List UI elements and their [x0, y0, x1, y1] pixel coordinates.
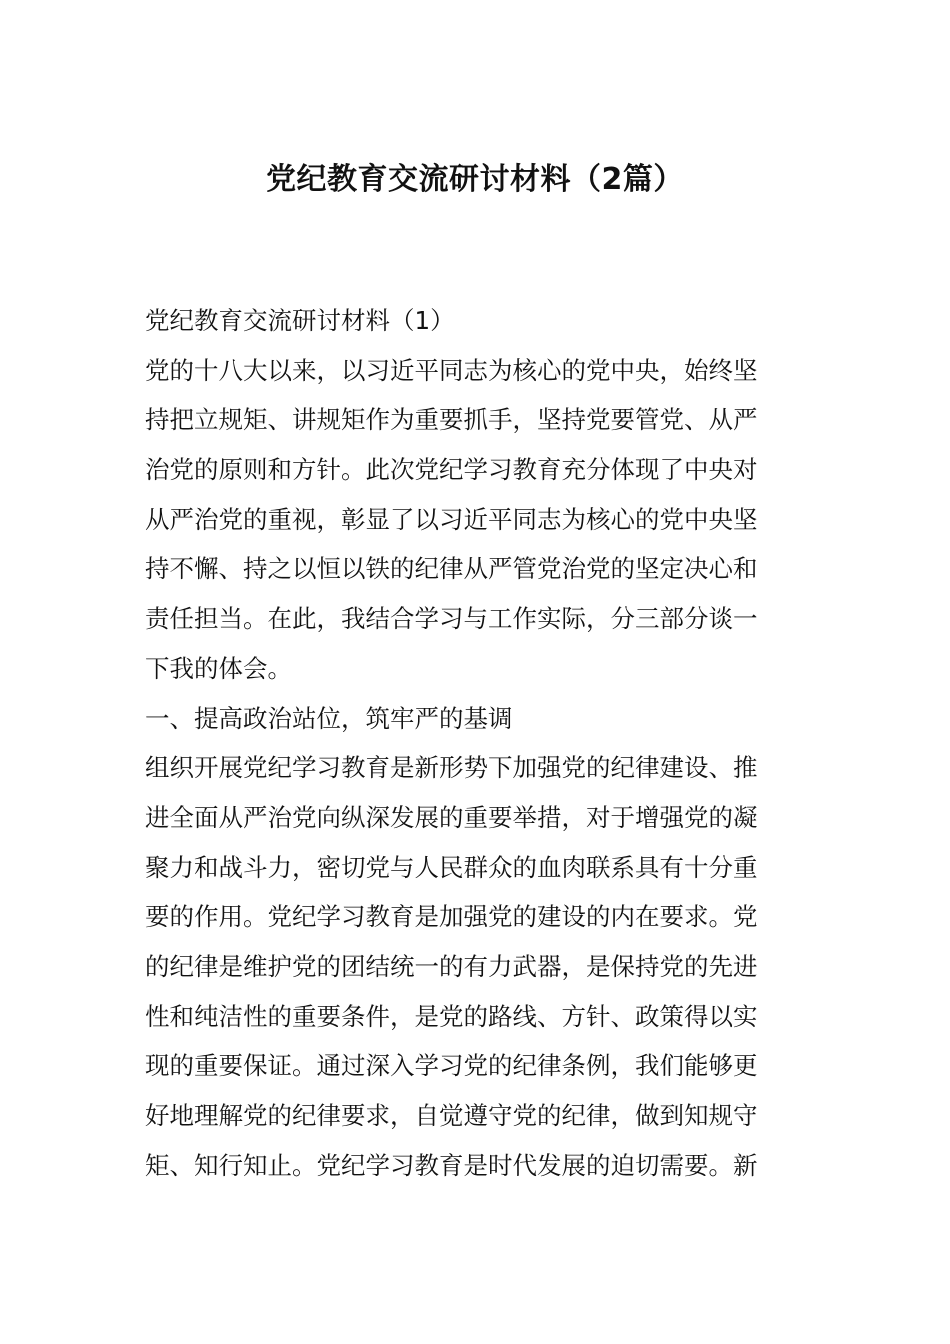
paragraph-line: 的纪律是维护党的团结统一的有力武器，是保持党的先进: [145, 951, 758, 981]
paragraph-line: 党的十八大以来，以习近平同志为核心的党中央，始终坚: [145, 355, 758, 385]
paragraph-line: 从严治党的重视，彰显了以习近平同志为核心的党中央坚: [145, 504, 758, 534]
paragraph-line: 性和纯洁性的重要条件，是党的路线、方针、政策得以实: [145, 1001, 758, 1031]
paragraph-line: 组织开展党纪学习教育是新形势下加强党的纪律建设、推: [145, 753, 758, 783]
paragraph-line: 治党的原则和方针。此次党纪学习教育充分体现了中央对: [145, 455, 758, 485]
paragraph-line: 要的作用。党纪学习教育是加强党的建设的内在要求。党: [145, 902, 758, 932]
document-body: [145, 296, 810, 1190]
paragraph-line: 聚力和战斗力，密切党与人民群众的血肉联系具有十分重: [145, 852, 758, 882]
paragraph-line: 现的重要保证。通过深入学习党的纪律条例，我们能够更: [145, 1051, 758, 1081]
paragraph-line: 好地理解党的纪律要求，自觉遵守党的纪律，做到知规守: [145, 1101, 758, 1130]
paragraph-line: 持把立规矩、讲规矩作为重要抓手，坚持党要管党、从严: [145, 405, 758, 435]
paragraph-line: 进全面从严治党向纵深发展的重要举措，对于增强党的凝: [145, 802, 758, 832]
paragraph-line: 矩、知行知止。党纪学习教育是时代发展的迫切需要。新: [145, 1150, 758, 1180]
paragraph-line: 持不懈、持之以恒以铁的纪律从严管党治党的坚定决心和: [145, 554, 758, 584]
paragraph-line: 责任担当。在此，我结合学习与工作实际，分三部分谈一: [145, 604, 758, 634]
paragraph-line: 下我的体会。: [145, 653, 292, 683]
subsection-heading: 一、提高政治站位，筑牢严的基调: [145, 703, 513, 733]
section-heading: 党纪教育交流研讨材料（1）: [145, 306, 455, 335]
document-title: 党纪教育交流研讨材料（2篇）: [266, 162, 684, 197]
